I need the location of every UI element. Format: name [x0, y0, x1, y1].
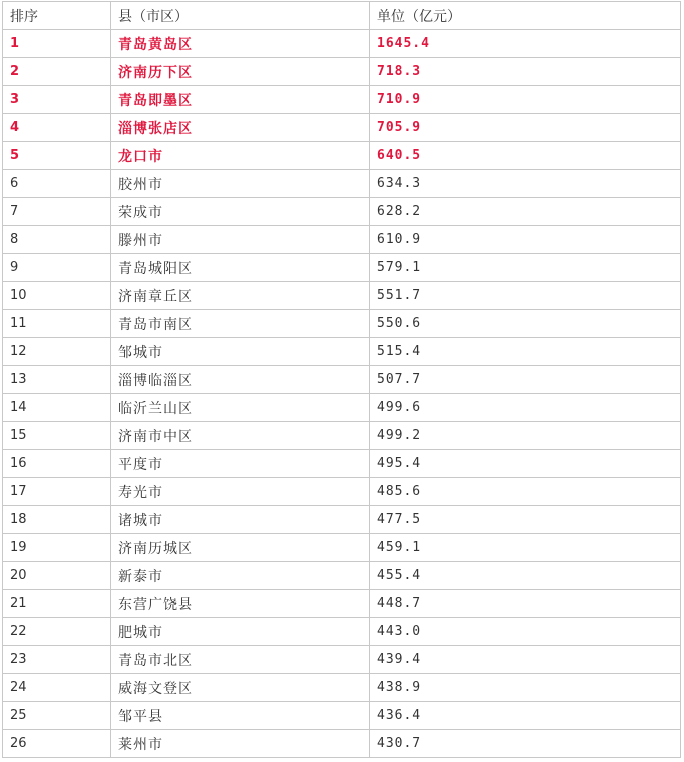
county-name-cell: 青岛即墨区	[111, 86, 370, 114]
value-cell: 634.3	[370, 170, 681, 198]
rank-cell: 23	[3, 646, 111, 674]
table-row	[3, 114, 681, 142]
table-row	[3, 170, 681, 198]
county-gdp-table	[2, 1, 681, 758]
header-value: 单位（亿元）	[370, 2, 681, 30]
county-name-cell: 新泰市	[111, 562, 370, 590]
table-row	[3, 30, 681, 58]
rank-cell: 10	[3, 282, 111, 310]
table-row	[3, 478, 681, 506]
county-name-cell: 济南章丘区	[111, 282, 370, 310]
table-header-row	[3, 2, 681, 30]
table-row	[3, 254, 681, 282]
rank-cell: 15	[3, 422, 111, 450]
value-cell: 718.3	[370, 58, 681, 86]
value-cell: 1645.4	[370, 30, 681, 58]
table-row	[3, 702, 681, 730]
county-name-cell: 诸城市	[111, 506, 370, 534]
table-row	[3, 730, 681, 758]
value-cell: 459.1	[370, 534, 681, 562]
value-cell: 477.5	[370, 506, 681, 534]
value-cell: 455.4	[370, 562, 681, 590]
rank-cell: 8	[3, 226, 111, 254]
table-row	[3, 534, 681, 562]
value-cell: 705.9	[370, 114, 681, 142]
table-row	[3, 618, 681, 646]
county-name-cell: 济南历城区	[111, 534, 370, 562]
table-row	[3, 674, 681, 702]
value-cell: 550.6	[370, 310, 681, 338]
header-county: 县（市区）	[111, 2, 370, 30]
county-name-cell: 青岛市南区	[111, 310, 370, 338]
table-row	[3, 394, 681, 422]
rank-cell: 5	[3, 142, 111, 170]
value-cell: 610.9	[370, 226, 681, 254]
county-name-cell: 胶州市	[111, 170, 370, 198]
value-cell: 495.4	[370, 450, 681, 478]
county-name-cell: 威海文登区	[111, 674, 370, 702]
county-name-cell: 青岛黄岛区	[111, 30, 370, 58]
table-row	[3, 282, 681, 310]
value-cell: 443.0	[370, 618, 681, 646]
table-row	[3, 310, 681, 338]
table-row	[3, 450, 681, 478]
value-cell: 551.7	[370, 282, 681, 310]
value-cell: 499.2	[370, 422, 681, 450]
table-row	[3, 198, 681, 226]
rank-cell: 9	[3, 254, 111, 282]
value-cell: 579.1	[370, 254, 681, 282]
table-row	[3, 142, 681, 170]
county-name-cell: 邹平县	[111, 702, 370, 730]
value-cell: 438.9	[370, 674, 681, 702]
rank-cell: 21	[3, 590, 111, 618]
county-name-cell: 邹城市	[111, 338, 370, 366]
county-name-cell: 龙口市	[111, 142, 370, 170]
table-row	[3, 590, 681, 618]
county-name-cell: 寿光市	[111, 478, 370, 506]
table-row	[3, 646, 681, 674]
value-cell: 436.4	[370, 702, 681, 730]
county-name-cell: 济南市中区	[111, 422, 370, 450]
county-name-cell: 青岛城阳区	[111, 254, 370, 282]
value-cell: 640.5	[370, 142, 681, 170]
rank-cell: 7	[3, 198, 111, 226]
county-name-cell: 莱州市	[111, 730, 370, 758]
table-row	[3, 86, 681, 114]
value-cell: 448.7	[370, 590, 681, 618]
rank-cell: 18	[3, 506, 111, 534]
value-cell: 485.6	[370, 478, 681, 506]
header-rank: 排序	[3, 2, 111, 30]
table-row	[3, 422, 681, 450]
value-cell: 439.4	[370, 646, 681, 674]
table-row	[3, 58, 681, 86]
county-name-cell: 济南历下区	[111, 58, 370, 86]
value-cell: 515.4	[370, 338, 681, 366]
table-row	[3, 562, 681, 590]
county-name-cell: 滕州市	[111, 226, 370, 254]
rank-cell: 12	[3, 338, 111, 366]
table-row	[3, 366, 681, 394]
rank-cell: 4	[3, 114, 111, 142]
rank-cell: 25	[3, 702, 111, 730]
rank-cell: 1	[3, 30, 111, 58]
county-name-cell: 东营广饶县	[111, 590, 370, 618]
table-body	[3, 30, 681, 758]
county-name-cell: 淄博临淄区	[111, 366, 370, 394]
rank-cell: 3	[3, 86, 111, 114]
county-name-cell: 荣成市	[111, 198, 370, 226]
table-row	[3, 506, 681, 534]
rank-cell: 17	[3, 478, 111, 506]
rank-cell: 22	[3, 618, 111, 646]
rank-cell: 13	[3, 366, 111, 394]
value-cell: 710.9	[370, 86, 681, 114]
county-name-cell: 青岛市北区	[111, 646, 370, 674]
rank-cell: 20	[3, 562, 111, 590]
rank-cell: 26	[3, 730, 111, 758]
county-name-cell: 平度市	[111, 450, 370, 478]
rank-cell: 11	[3, 310, 111, 338]
table-row	[3, 226, 681, 254]
table-row	[3, 338, 681, 366]
value-cell: 430.7	[370, 730, 681, 758]
value-cell: 628.2	[370, 198, 681, 226]
rank-cell: 16	[3, 450, 111, 478]
county-name-cell: 淄博张店区	[111, 114, 370, 142]
rank-cell: 2	[3, 58, 111, 86]
county-name-cell: 临沂兰山区	[111, 394, 370, 422]
rank-cell: 6	[3, 170, 111, 198]
value-cell: 499.6	[370, 394, 681, 422]
county-name-cell: 肥城市	[111, 618, 370, 646]
rank-cell: 24	[3, 674, 111, 702]
value-cell: 507.7	[370, 366, 681, 394]
rank-cell: 14	[3, 394, 111, 422]
rank-cell: 19	[3, 534, 111, 562]
